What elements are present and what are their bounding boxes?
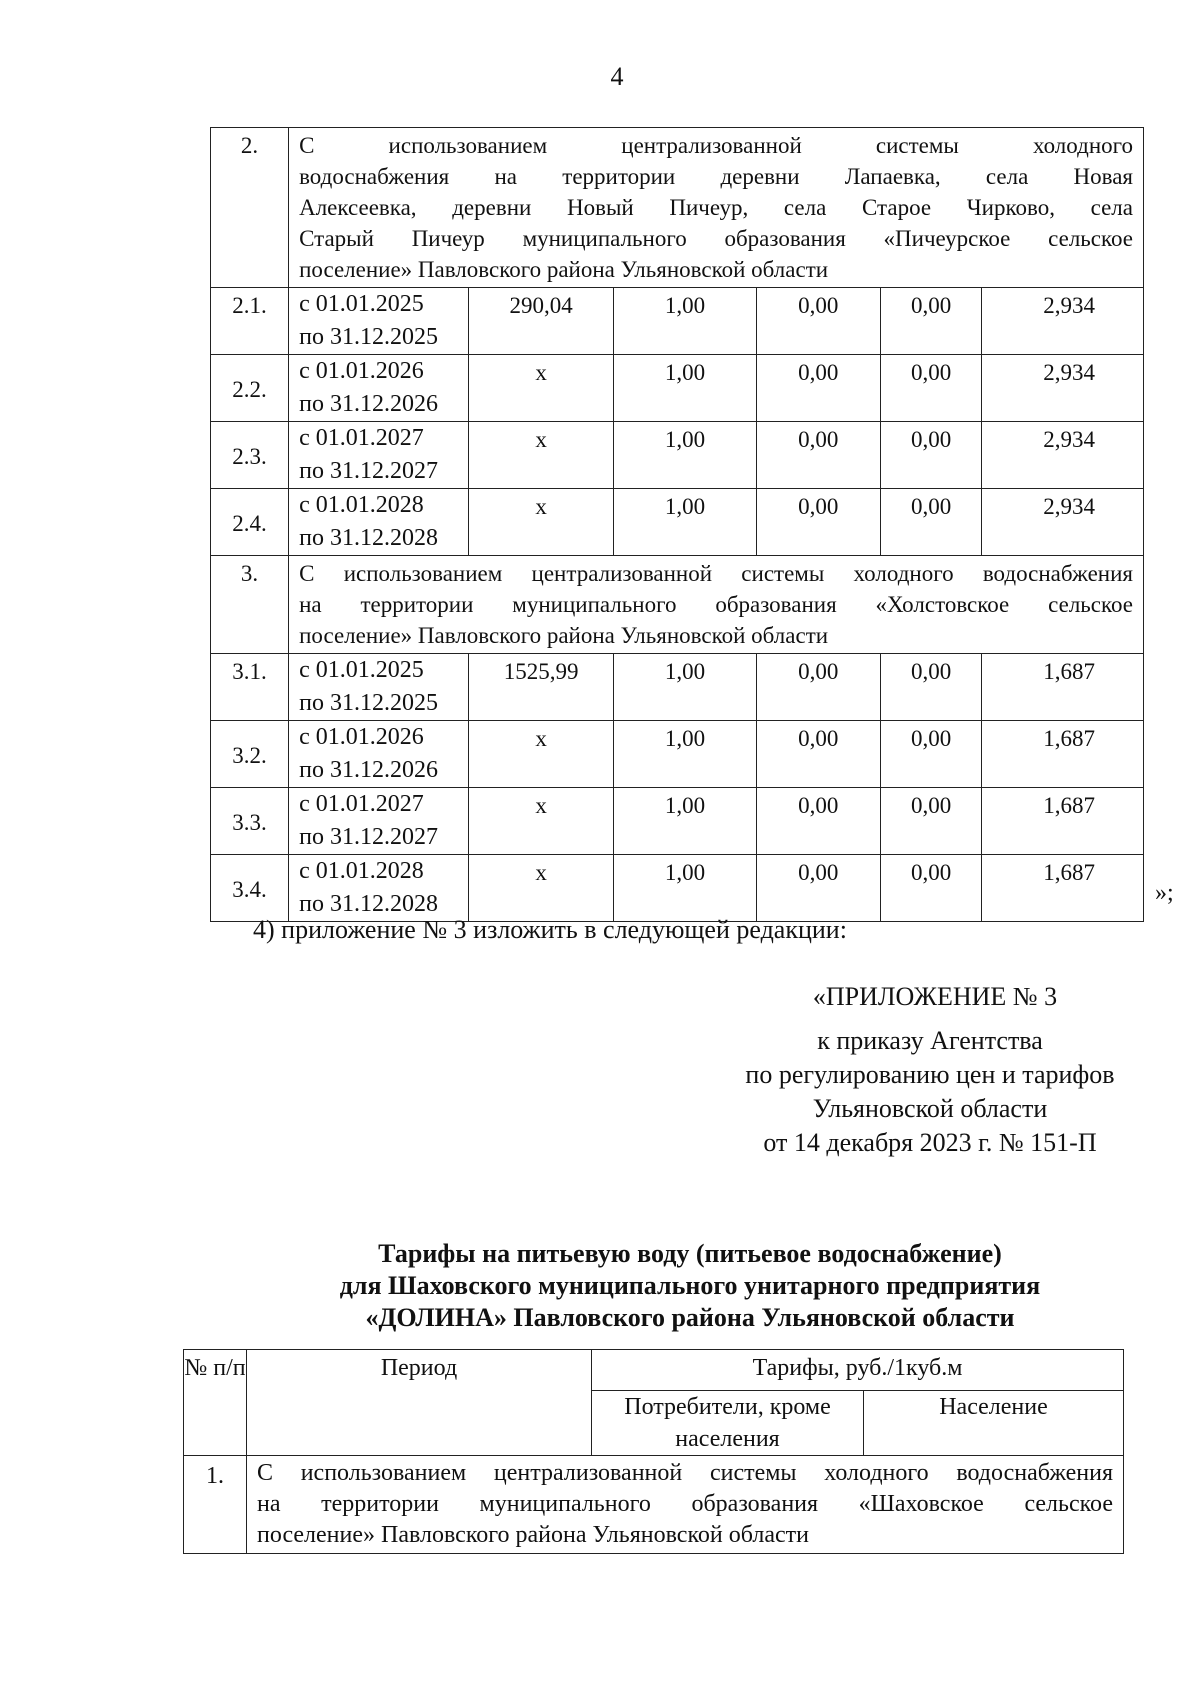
row-num: 2.1.	[211, 288, 289, 355]
row-period	[289, 788, 469, 855]
tariffs-heading	[220, 1238, 1160, 1334]
tariff-table-new	[183, 1349, 1124, 1554]
section-text	[289, 556, 1144, 654]
appendix-line: к приказу Агентства	[817, 1026, 1043, 1055]
row-value-c3: 0,00	[756, 489, 880, 556]
row-value-c2: 1,00	[614, 288, 756, 355]
section-line: Алексеевка, деревни Новый Пичеур, села Старое Чирково, села	[299, 195, 1133, 220]
row-value-c5: 1,687	[982, 788, 1144, 855]
row-value-c5: 2,934	[982, 355, 1144, 422]
header-num: № п/п	[184, 1350, 247, 1456]
row-value-c2: 1,00	[614, 422, 756, 489]
row-value-c3: 0,00	[756, 355, 880, 422]
row-period	[289, 422, 469, 489]
tariff-row	[211, 489, 1144, 556]
row-value-c1: х	[468, 721, 614, 788]
row-num: 2.4.	[211, 489, 289, 556]
heading-line: «ДОЛИНА» Павловского района Ульяновской области	[365, 1303, 1015, 1332]
row-value-c2: 1,00	[614, 855, 756, 922]
row-num: 3.1.	[211, 654, 289, 721]
row-value-c1: х	[468, 855, 614, 922]
row-value-c1: х	[468, 788, 614, 855]
header-population: Население	[864, 1391, 1124, 1456]
period-from: с 01.01.2028	[299, 492, 424, 518]
row-period	[289, 355, 469, 422]
appendix-title: «ПРИЛОЖЕНИЕ № 3	[812, 982, 1058, 1011]
tariff-row	[211, 855, 1144, 922]
tariff-row	[211, 654, 1144, 721]
row-value-c3: 0,00	[756, 288, 880, 355]
period-to: по 31.12.2025	[299, 324, 438, 350]
period-from: с 01.01.2025	[299, 657, 424, 683]
section-row	[211, 556, 1144, 654]
section-line: С использованием централизованной системы холодного	[299, 133, 1133, 158]
section-text	[247, 1456, 1124, 1554]
section-row	[211, 128, 1144, 288]
section-line: поселение» Павловского района Ульяновской области	[299, 257, 829, 282]
row-value-c4: 0,00	[880, 288, 982, 355]
period-from: с 01.01.2026	[299, 358, 424, 384]
header-period: Период	[247, 1350, 592, 1456]
section-line: на территории муниципального образования «Шаховское сельское	[257, 1491, 1114, 1517]
row-value-c4: 0,00	[880, 489, 982, 556]
row-value-c1: 1525,99	[468, 654, 614, 721]
row-value-c2: 1,00	[614, 355, 756, 422]
tariff-row	[211, 721, 1144, 788]
heading-line: для Шаховского муниципального унитарного предприятия	[339, 1271, 1041, 1300]
period-from: с 01.01.2025	[299, 291, 424, 317]
row-value-c5: 2,934	[982, 288, 1144, 355]
appendix-line: от 14 декабря 2023 г. № 151-П	[763, 1128, 1097, 1157]
row-value-c3: 0,00	[756, 788, 880, 855]
section-line: С использованием централизованной системы холодного водоснабжения	[257, 1460, 1114, 1486]
row-value-c4: 0,00	[880, 654, 982, 721]
row-value-c4: 0,00	[880, 855, 982, 922]
section-num: 3.	[211, 556, 289, 654]
header-tariffs: Тарифы, руб./1куб.м	[592, 1350, 1124, 1391]
section-line: на территории муниципального образования «Холстовское сельское	[299, 592, 1133, 617]
row-value-c5: 1,687	[982, 855, 1144, 922]
tariff-table-continued	[210, 127, 1144, 922]
row-value-c2: 1,00	[614, 489, 756, 556]
paragraph-4: 4) приложение № 3 изложить в следующей редакции:	[253, 915, 847, 944]
header-consumers: Потребители, кроме населения	[592, 1391, 864, 1456]
row-value-c1: х	[468, 489, 614, 556]
row-value-c5: 2,934	[982, 422, 1144, 489]
row-value-c3: 0,00	[756, 855, 880, 922]
row-value-c1: х	[468, 355, 614, 422]
period-from: с 01.01.2027	[299, 425, 424, 451]
row-value-c2: 1,00	[614, 788, 756, 855]
row-period	[289, 489, 469, 556]
section-num: 2.	[211, 128, 289, 288]
row-period	[289, 721, 469, 788]
row-value-c5: 2,934	[982, 489, 1144, 556]
tariff-row	[211, 788, 1144, 855]
row-value-c3: 0,00	[756, 721, 880, 788]
period-to: по 31.12.2026	[299, 757, 438, 783]
heading-line: Тарифы на питьевую воду (питьевое водоснабжение)	[378, 1239, 1002, 1268]
section-line: водоснабжения на территории деревни Лапаевка, села Новая	[299, 164, 1133, 189]
row-num: 2.3.	[211, 422, 289, 489]
section-line: поселение» Павловского района Ульяновской области	[299, 623, 829, 648]
row-value-c1: 290,04	[468, 288, 614, 355]
row-value-c1: х	[468, 422, 614, 489]
appendix-line: по регулированию цен и тарифов	[745, 1060, 1115, 1089]
row-value-c5: 1,687	[982, 721, 1144, 788]
tariff-table-body	[211, 128, 1144, 922]
appendix-line: Ульяновской области	[812, 1094, 1048, 1123]
period-to: по 31.12.2026	[299, 391, 438, 417]
row-value-c3: 0,00	[756, 654, 880, 721]
row-num: 3.2.	[211, 721, 289, 788]
row-num: 2.2.	[211, 355, 289, 422]
appendix-block	[700, 1024, 1160, 1160]
period-to: по 31.12.2027	[299, 458, 438, 484]
period-from: с 01.01.2028	[299, 858, 424, 884]
row-num: 3.4.	[211, 855, 289, 922]
row-value-c3: 0,00	[756, 422, 880, 489]
period-from: с 01.01.2026	[299, 724, 424, 750]
row-value-c2: 1,00	[614, 721, 756, 788]
row-num: 3.3.	[211, 788, 289, 855]
row-period	[289, 288, 469, 355]
tariff-row	[211, 288, 1144, 355]
period-to: по 31.12.2027	[299, 824, 438, 850]
row-period	[289, 654, 469, 721]
period-to: по 31.12.2028	[299, 891, 438, 917]
row-period	[289, 855, 469, 922]
row-value-c5: 1,687	[982, 654, 1144, 721]
row-value-c4: 0,00	[880, 721, 982, 788]
section-num: 1.	[184, 1456, 247, 1554]
tariff-row	[211, 355, 1144, 422]
period-to: по 31.12.2025	[299, 690, 438, 716]
period-to: по 31.12.2028	[299, 525, 438, 551]
section-text	[289, 128, 1144, 288]
tariff-row	[211, 422, 1144, 489]
page-number: 4	[610, 62, 624, 91]
period-from: с 01.01.2027	[299, 791, 424, 817]
section-line: Старый Пичеур муниципального образования «Пичеурское сельское	[299, 226, 1133, 251]
section-line: поселение» Павловского района Ульяновской области	[257, 1522, 809, 1548]
row-value-c2: 1,00	[614, 654, 756, 721]
closing-quote: »;	[1155, 880, 1174, 906]
row-value-c4: 0,00	[880, 788, 982, 855]
row-value-c4: 0,00	[880, 355, 982, 422]
section-line: С использованием централизованной системы холодного водоснабжения	[299, 561, 1133, 586]
row-value-c4: 0,00	[880, 422, 982, 489]
